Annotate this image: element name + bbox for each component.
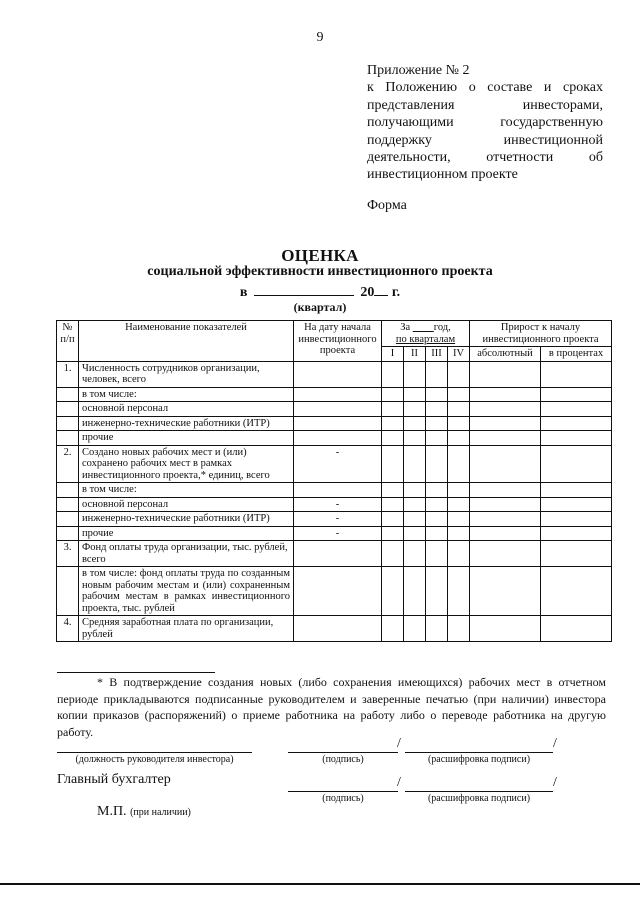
cell-start[interactable]: [294, 483, 382, 498]
cell-q3[interactable]: [426, 431, 448, 446]
cell-absolute[interactable]: [470, 541, 541, 567]
cell-start[interactable]: -: [294, 526, 382, 541]
appendix-line-1: Приложение № 2: [367, 63, 470, 78]
header-num: № п/п: [57, 321, 79, 362]
form-label: Форма: [367, 198, 407, 213]
cell-start[interactable]: [294, 567, 382, 616]
year-blank[interactable]: [374, 283, 388, 296]
cell-q4[interactable]: [448, 416, 470, 431]
cell-q4[interactable]: [448, 361, 470, 387]
appendix-line-7: инвестиционном проекте: [367, 167, 518, 183]
cell-start[interactable]: [294, 416, 382, 431]
cell-name: Численность сотрудников организации, человек, всего: [79, 361, 294, 387]
slash-1b: /: [553, 736, 557, 751]
signature-line-2[interactable]: [288, 791, 398, 792]
cell-start[interactable]: -: [294, 512, 382, 527]
header-q2: II: [404, 347, 426, 362]
cell-name: прочие: [79, 526, 294, 541]
cell-start[interactable]: [294, 541, 382, 567]
page-number: 9: [316, 30, 324, 45]
cell-num: 3.: [57, 541, 79, 567]
cell-q1[interactable]: [382, 445, 404, 483]
cell-percent[interactable]: [541, 361, 612, 387]
cell-name: в том числе:: [79, 483, 294, 498]
cell-q1[interactable]: [382, 361, 404, 387]
cell-q3[interactable]: [426, 616, 448, 642]
cell-q1[interactable]: [382, 541, 404, 567]
table-row: [57, 541, 612, 567]
quarter-blank[interactable]: [254, 283, 354, 296]
cell-q1[interactable]: [382, 483, 404, 498]
cell-q2[interactable]: [404, 567, 426, 616]
cell-num: [57, 526, 79, 541]
decode-label-1: (расшифровка подписи): [427, 754, 531, 765]
cell-name: инженерно-технические работники (ИТР): [79, 512, 294, 527]
slash-2b: /: [553, 775, 557, 790]
cell-q4[interactable]: [448, 483, 470, 498]
cell-q1[interactable]: [382, 616, 404, 642]
cell-name: в том числе:: [79, 387, 294, 402]
cell-q3[interactable]: [426, 567, 448, 616]
header-row-1: [57, 321, 612, 347]
cell-percent[interactable]: [541, 431, 612, 446]
cell-percent[interactable]: [541, 402, 612, 417]
cell-q1[interactable]: [382, 497, 404, 512]
footnote: [57, 674, 606, 740]
table-row: [57, 483, 612, 498]
cell-q1[interactable]: [382, 402, 404, 417]
cell-start[interactable]: [294, 616, 382, 642]
cell-q4[interactable]: [448, 445, 470, 483]
cell-q2[interactable]: [404, 361, 426, 387]
header-growth: Прирост к началу инвестиционного проекта: [470, 321, 612, 347]
cell-q3[interactable]: [426, 497, 448, 512]
header-q4: IV: [448, 347, 470, 362]
cell-q3[interactable]: [426, 526, 448, 541]
cell-q2[interactable]: [404, 402, 426, 417]
cell-q2[interactable]: [404, 387, 426, 402]
cell-percent[interactable]: [541, 512, 612, 527]
cell-percent[interactable]: [541, 483, 612, 498]
header-q1: I: [382, 347, 404, 362]
cell-absolute[interactable]: [470, 497, 541, 512]
cell-num: 1.: [57, 361, 79, 387]
table-row: [57, 512, 612, 527]
cell-num: 2.: [57, 445, 79, 483]
evaluation-table: [56, 320, 612, 642]
cell-absolute[interactable]: [470, 361, 541, 387]
table-row: [57, 567, 612, 616]
cell-q1[interactable]: [382, 567, 404, 616]
cell-absolute[interactable]: [470, 616, 541, 642]
decode-label-2: (расшифровка подписи): [427, 793, 531, 804]
decode-line-2[interactable]: [405, 791, 553, 792]
cell-name: в том числе: фонд оплаты труда по созданным новым рабочим местам и (или) сохраненным рабочим местам в рамках инвестиционного проекта, тыс. рублей: [79, 567, 294, 616]
cell-q4[interactable]: [448, 541, 470, 567]
cell-q2[interactable]: [404, 416, 426, 431]
cell-absolute[interactable]: [470, 483, 541, 498]
cell-name: прочие: [79, 431, 294, 446]
period-suffix: г.: [391, 285, 401, 300]
cell-percent[interactable]: [541, 497, 612, 512]
cell-absolute[interactable]: [470, 416, 541, 431]
appendix-line-4: получающими государственную: [367, 115, 603, 131]
footnote-text: * В подтверждение создания новых (либо сохранения имеющихся) рабочих мест в отчетном периоде прикладываются подписанные руководителем и заверенные печатью (при наличии) инвестора копии приказов (распоряжений) о приеме работника на работу либо о переводе работника на другую работу.: [57, 675, 606, 739]
appendix-line-6: деятельности, отчетности об: [367, 150, 603, 166]
cell-q1[interactable]: [382, 416, 404, 431]
cell-name: инженерно-технические работники (ИТР): [79, 416, 294, 431]
doc-subtitle: социальной эффективности инвестиционного проекта: [147, 264, 493, 279]
bottom-rule: [0, 883, 640, 885]
cell-q3[interactable]: [426, 541, 448, 567]
cell-num: [57, 567, 79, 616]
footnote-rule: [57, 672, 215, 673]
cell-name: Создано новых рабочих мест и (или) сохранено рабочих мест в рамках инвестиционного проекта,* единиц, всего: [79, 445, 294, 483]
cell-num: [57, 512, 79, 527]
cell-num: [57, 402, 79, 417]
cell-q3[interactable]: [426, 512, 448, 527]
quarter-note: (квартал): [293, 300, 347, 314]
header-absolute: абсолютный: [470, 347, 541, 362]
signature-label-2: (подпись): [322, 793, 364, 804]
cell-num: [57, 497, 79, 512]
cell-q2[interactable]: [404, 526, 426, 541]
period-year: 20: [360, 285, 375, 300]
header-name: Наименование показателей: [79, 321, 294, 362]
cell-q1[interactable]: [382, 526, 404, 541]
cell-q2[interactable]: [404, 616, 426, 642]
table-row: [57, 431, 612, 446]
cell-percent[interactable]: [541, 445, 612, 483]
table-row: [57, 361, 612, 387]
cell-name: Фонд оплаты труда организации, тыс. рублей, всего: [79, 541, 294, 567]
cell-name: основной персонал: [79, 402, 294, 417]
table-row: [57, 497, 612, 512]
mp-note: (при наличии): [130, 807, 191, 818]
signature-label-1: (подпись): [322, 754, 364, 765]
cell-absolute[interactable]: [470, 402, 541, 417]
header-q3: III: [426, 347, 448, 362]
cell-q4[interactable]: [448, 526, 470, 541]
cell-start[interactable]: [294, 387, 382, 402]
cell-num: [57, 483, 79, 498]
cell-name: Средняя заработная плата по организации, рублей: [79, 616, 294, 642]
period-prefix: в: [239, 285, 248, 300]
chief-accountant-label: Главный бухгалтер: [57, 772, 171, 787]
cell-q2[interactable]: [404, 445, 426, 483]
slash-1: /: [397, 736, 401, 751]
cell-percent[interactable]: [541, 387, 612, 402]
cell-q2[interactable]: [404, 483, 426, 498]
header-start-date: На дату начала инвестиционного проекта: [294, 321, 382, 362]
cell-num: [57, 387, 79, 402]
appendix-block: [367, 62, 603, 184]
header-period: За год, по кварталам: [382, 321, 470, 347]
table-row: [57, 526, 612, 541]
cell-start[interactable]: [294, 431, 382, 446]
cell-num: [57, 431, 79, 446]
cell-q2[interactable]: [404, 431, 426, 446]
cell-percent[interactable]: [541, 541, 612, 567]
stamp-place: [97, 804, 191, 820]
cell-q3[interactable]: [426, 483, 448, 498]
appendix-line-5: поддержку инвестиционной: [367, 132, 603, 148]
slash-2: /: [397, 775, 401, 790]
cell-absolute[interactable]: [470, 567, 541, 616]
header-period-sub: по кварталам: [395, 333, 456, 345]
cell-q1[interactable]: [382, 387, 404, 402]
cell-q2[interactable]: [404, 497, 426, 512]
position-label: (должность руководителя инвестора): [75, 754, 234, 765]
cell-q4[interactable]: [448, 497, 470, 512]
cell-q3[interactable]: [426, 387, 448, 402]
cell-q3[interactable]: [426, 402, 448, 417]
cell-q3[interactable]: [426, 361, 448, 387]
cell-q2[interactable]: [404, 512, 426, 527]
cell-absolute[interactable]: [470, 445, 541, 483]
position-line[interactable]: [57, 752, 252, 753]
cell-start[interactable]: -: [294, 445, 382, 483]
cell-start[interactable]: -: [294, 497, 382, 512]
cell-percent[interactable]: [541, 526, 612, 541]
cell-q4[interactable]: [448, 567, 470, 616]
cell-q2[interactable]: [404, 541, 426, 567]
cell-num: [57, 416, 79, 431]
appendix-line-3: представления инвесторами,: [367, 97, 603, 113]
cell-name: основной персонал: [79, 497, 294, 512]
cell-q1[interactable]: [382, 431, 404, 446]
cell-q4[interactable]: [448, 387, 470, 402]
cell-q4[interactable]: [448, 402, 470, 417]
table-row: [57, 616, 612, 642]
cell-absolute[interactable]: [470, 387, 541, 402]
cell-percent[interactable]: [541, 567, 612, 616]
table-row: [57, 445, 612, 483]
appendix-line-2: к Положению о составе и сроках: [367, 80, 603, 96]
cell-percent[interactable]: [541, 416, 612, 431]
table-row: [57, 402, 612, 417]
signature-line-1[interactable]: [288, 752, 398, 753]
cell-q4[interactable]: [448, 512, 470, 527]
cell-absolute[interactable]: [470, 512, 541, 527]
mp-label: М.П.: [97, 804, 127, 819]
cell-q1[interactable]: [382, 512, 404, 527]
cell-q4[interactable]: [448, 431, 470, 446]
cell-percent[interactable]: [541, 616, 612, 642]
cell-start[interactable]: [294, 361, 382, 387]
table-row: [57, 416, 612, 431]
cell-num: 4.: [57, 616, 79, 642]
cell-start[interactable]: [294, 402, 382, 417]
table-row: [57, 387, 612, 402]
doc-title: ОЦЕНКА: [281, 246, 359, 265]
cell-q4[interactable]: [448, 616, 470, 642]
cell-absolute[interactable]: [470, 526, 541, 541]
decode-line-1[interactable]: [405, 752, 553, 753]
period-line: [0, 283, 640, 301]
cell-q3[interactable]: [426, 416, 448, 431]
cell-q3[interactable]: [426, 445, 448, 483]
cell-absolute[interactable]: [470, 431, 541, 446]
header-percent: в процентах: [541, 347, 612, 362]
